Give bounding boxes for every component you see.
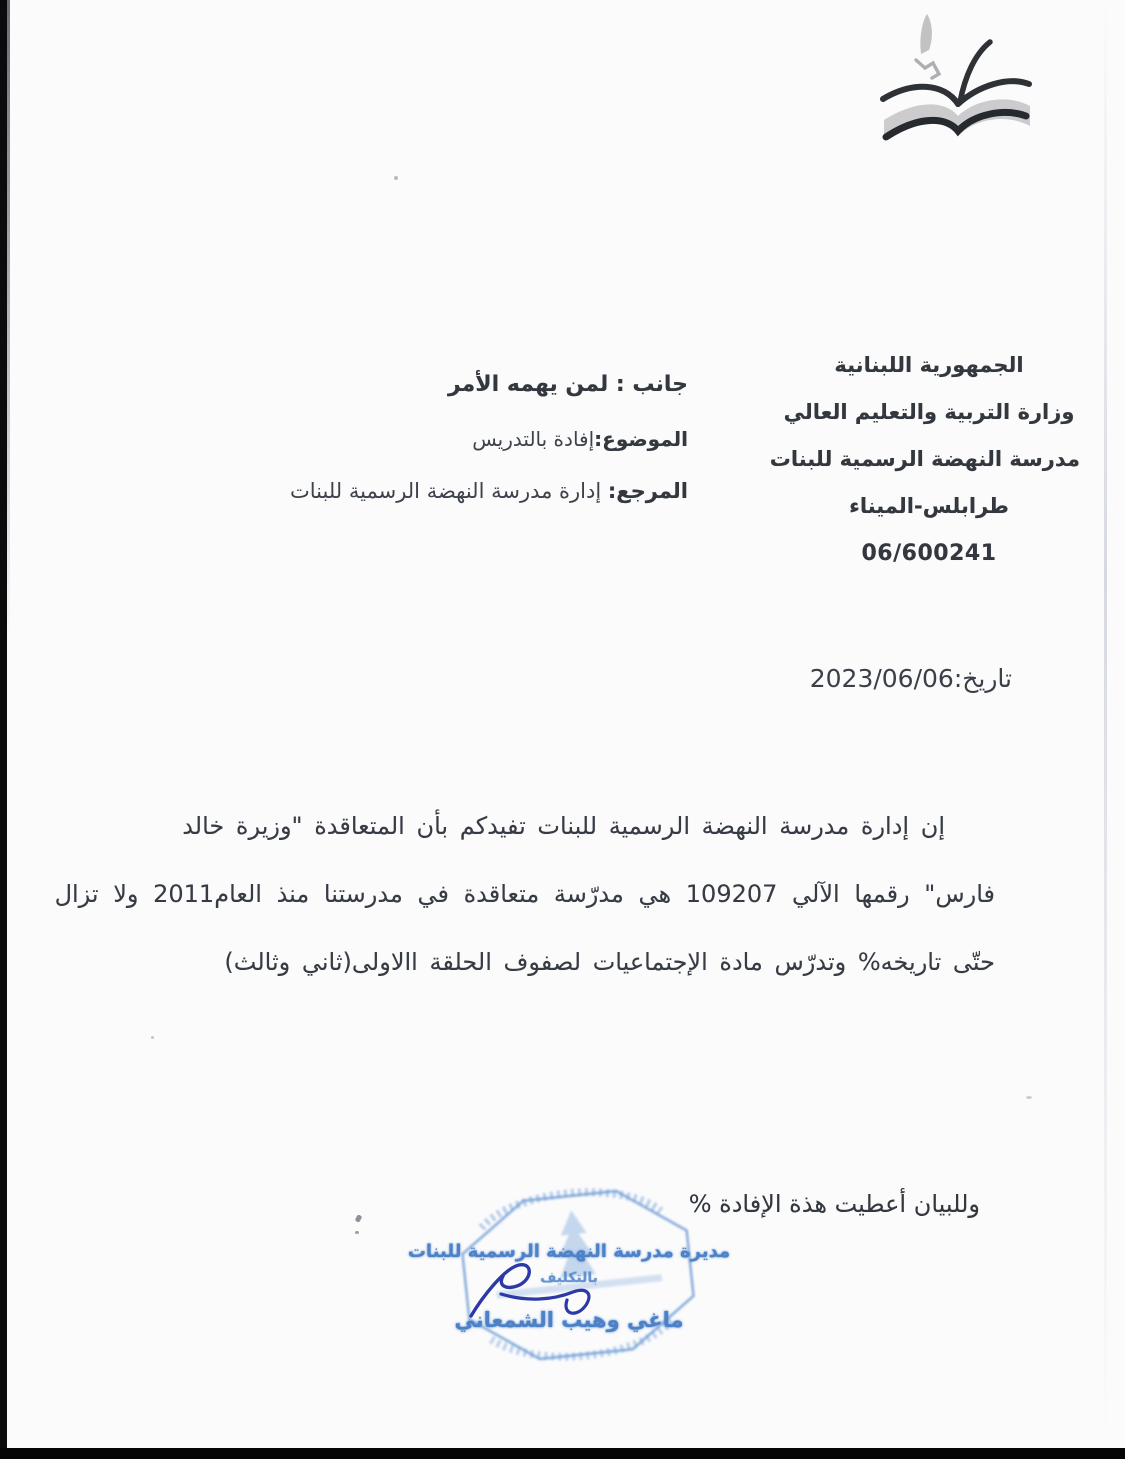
scan-edge-left-shadow <box>7 0 10 640</box>
reference-value: إدارة مدرسة النهضة الرسمية للبنات <box>290 479 602 503</box>
subject-row <box>245 427 688 451</box>
scan-speck <box>151 1036 154 1039</box>
page-curl-shadow <box>1104 0 1107 1440</box>
body-line-2: فارس" رقمها الآلي 109207 هي مدرّسة متعاقدة في مدرستنا منذ العام2011 ولا تزال <box>54 880 995 908</box>
letterhead-location: طرابلس-الميناء <box>849 494 1009 518</box>
body-line-3: حتّى تاريخه% وتدرّس مادة الإجتماعيات لصفوف الحلقة االاولى(ثاني وثالث) <box>224 948 995 976</box>
subject-label: الموضوع: <box>594 427 688 451</box>
subject-value: إفادة بالتدريس <box>472 427 595 451</box>
scan-speck <box>355 1231 359 1234</box>
letterhead-school: مدرسة النهضة الرسمية للبنات <box>769 447 1080 471</box>
scan-speck <box>355 1214 363 1223</box>
book-left-edge <box>883 87 958 104</box>
stamp-and-signature <box>403 1158 735 1403</box>
stamp-subtitle: بالتكليف <box>540 1270 598 1286</box>
letterhead-number: 06/600241 <box>861 541 997 566</box>
reference-label: المرجع: <box>607 479 688 503</box>
scan-edge-left <box>0 0 7 1459</box>
letter-body <box>35 792 995 996</box>
date-line: تاريخ:2023/06/06 <box>809 664 1012 693</box>
body-line-1: إن إدارة مدرسة النهضة الرسمية للبنات تفيدكم بأن المتعاقدة "وزيرة خالد <box>182 812 945 840</box>
recipient-block <box>245 372 688 503</box>
quill-tip-icon <box>916 60 939 78</box>
letterhead-ministry: وزارة التربية والتعليم العالي <box>783 400 1075 424</box>
scan-speck <box>1026 1096 1032 1099</box>
reference-row <box>245 479 688 503</box>
principal-name: ماغي وهيب الشمعاني <box>454 1308 684 1332</box>
recipient-to: جانب : لمن يهمه الأمر <box>447 372 688 397</box>
open-book-logo-icon <box>856 4 1074 176</box>
letterhead-republic: الجمهورية اللبنانية <box>834 353 1024 377</box>
scan-speck <box>394 176 398 180</box>
quill-icon <box>920 14 932 54</box>
scan-edge-bottom <box>0 1448 1125 1459</box>
letterhead-block <box>769 342 1080 577</box>
closing-statement: وللبيان أعطيت هذة الإفادة % <box>688 1190 980 1218</box>
stamp-title: مديرة مدرسة النهضة الرسمية للبنات <box>407 1241 731 1262</box>
